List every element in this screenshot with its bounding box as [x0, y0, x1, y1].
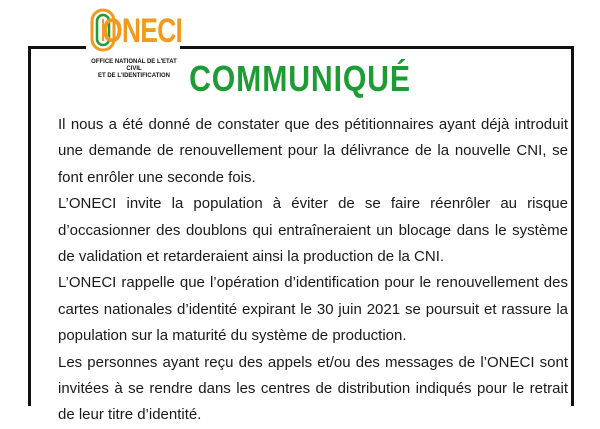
frame-top-right-border: [178, 46, 574, 49]
paragraph-2: L’ONECI invite la population à éviter de se faire réenrôler au risque d’occasionner des doublons qui entraîneraient un blocage dans le système de validation et retarderaient ainsi la production de la CNI.: [58, 195, 568, 266]
logo-wordmark: ONECI: [102, 12, 183, 50]
page-title: [0, 58, 600, 100]
logo-subtitle-line2: ET DE L'IDENTIFICATION: [98, 73, 170, 79]
frame-top-left-border: [28, 46, 86, 49]
paragraph-1: Il nous a été donné de constater que des pétitionnaires ayant déjà introduit une demande de renouvellement pour la délivrance de la nouvelle CNI, se font enrôler une seconde fois.: [58, 116, 568, 186]
paragraph-3: L’ONECI rappelle que l’opération d’identification pour le renouvellement des cartes nationales d’identité expirant le 30 juin 2021 se poursuit et rassure la population sur la maturité du système de production.: [58, 274, 568, 345]
communique-body: [58, 112, 568, 429]
page-title-text: COMMUNIQUÉ: [189, 58, 411, 99]
frame-left-border: [28, 46, 31, 406]
paragraph-4: Les personnes ayant reçu des appels et/ou des messages de l’ONECI sont invitées à se rendre dans les centres de distribution indiqués pour le retrait de leur titre d’identité.: [58, 353, 568, 424]
frame-right-border: [571, 46, 574, 406]
logo-subtitle-line1: OFFICE NATIONAL DE L'ETAT CIVIL: [91, 59, 177, 72]
